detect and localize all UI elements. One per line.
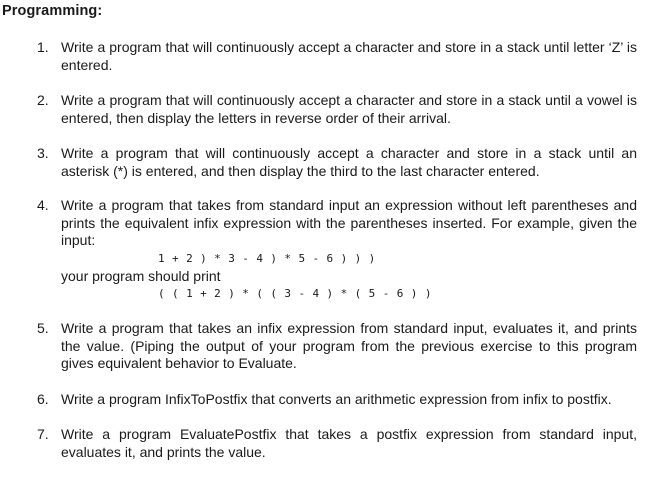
item-text: Write a program that takes from standard input an expression without left parentheses and prints the equivalent infix expression with the parentheses inserted. For example, given the input: [61, 197, 637, 248]
item-text: Write a program InfixToPostfix that converts an arithmetic expression from infix to postfix. [61, 391, 612, 407]
code-input-example: 1 + 2 ) * 3 - 4 ) * 5 - 6 ) ) ) [158, 252, 376, 265]
item-number: 6. [37, 391, 49, 407]
section-heading: Programming: [2, 3, 103, 19]
item-number: 5. [37, 320, 49, 336]
item-text: Write a program EvaluatePostfix that takes a postfix expression from standard input, evaluates it, and prints the value. [61, 426, 637, 460]
item-text: Write a program that takes an infix expression from standard input, evaluates it, and prints the value. (Piping the output of your program from the previous exercise to this program gives equivalent behavior to Evaluate. [61, 320, 637, 371]
item-number: 7. [37, 426, 49, 442]
item-text: Write a program that will continuously accept a character and store in a stack until a vowel is entered, then display the letters in reverse order of their arrival. [61, 92, 637, 126]
item-text-continued: your program should print [61, 268, 221, 284]
item-text: Write a program that will continuously accept a character and store in a stack until an asterisk (*) is entered, and then display the third to the last character entered. [61, 145, 637, 179]
item-text: Write a program that will continuously accept a character and store in a stack until letter ‘Z’ is entered. [61, 39, 637, 73]
item-number: 2. [37, 92, 49, 108]
item-number: 1. [37, 39, 49, 55]
item-number: 4. [37, 197, 49, 213]
item-number: 3. [37, 145, 49, 161]
code-output-example: ( ( 1 + 2 ) * ( ( 3 - 4 ) * ( 5 - 6 ) ) [158, 287, 432, 300]
